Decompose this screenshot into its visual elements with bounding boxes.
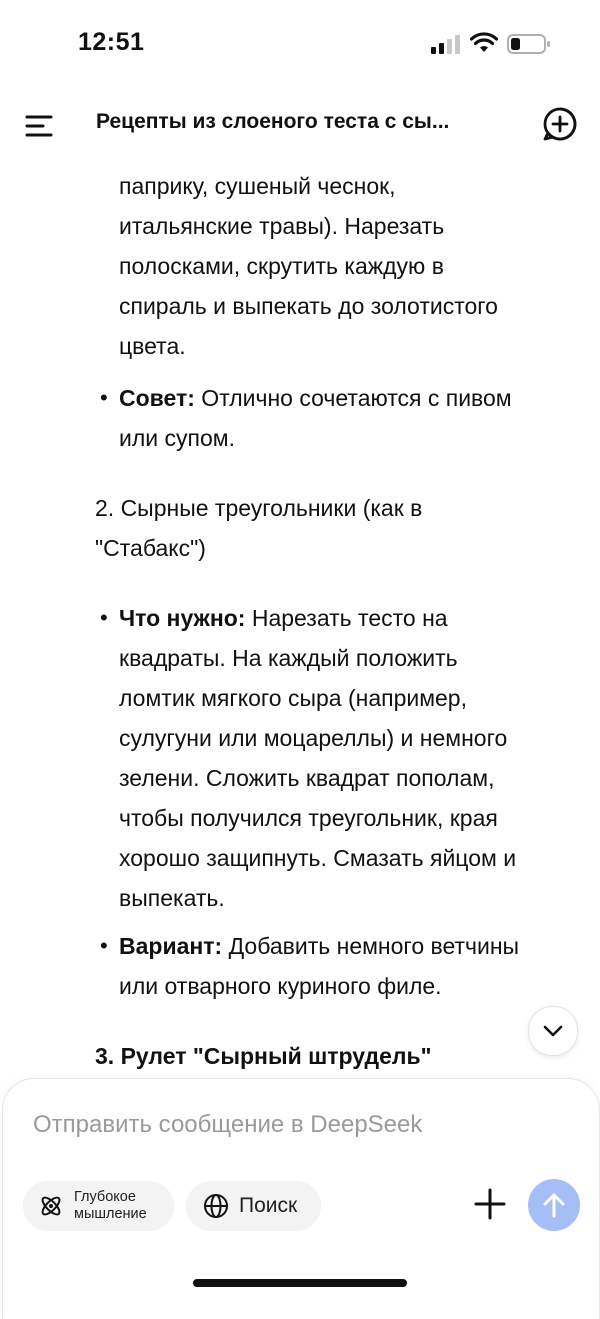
status-time: 12:51 — [78, 28, 145, 56]
cellular-signal-icon — [430, 34, 462, 54]
text-line: паприку, сушеный чеснок, — [119, 173, 396, 199]
scroll-down-button[interactable] — [528, 1006, 578, 1056]
deep-think-label-line1: Глубокое — [74, 1189, 136, 1205]
attach-plus-icon[interactable] — [469, 1183, 511, 1225]
home-indicator[interactable] — [193, 1279, 407, 1287]
need-text: Нарезать тесто на — [245, 605, 448, 631]
text-line: выпекать. — [119, 885, 225, 911]
search-label: Поиск — [239, 1194, 298, 1217]
battery-icon — [507, 33, 551, 55]
chat-title[interactable]: Рецепты из слоеного теста с сы... — [96, 110, 450, 133]
text-line: спираль и выпекать до золотистого — [119, 293, 498, 319]
bullet: • — [100, 933, 108, 958]
recipe-continuation — [119, 166, 579, 366]
text-line: сулугуни или моцареллы) и немного — [119, 725, 508, 751]
new-chat-icon[interactable] — [542, 106, 578, 142]
text-line: полосками, скрутить каждую в — [119, 253, 444, 279]
heading-line: 2. Сырные треугольники (как в — [95, 495, 423, 521]
variant-text-cont: или отварного куриного филе. — [119, 973, 442, 999]
bullet: • — [100, 385, 108, 410]
globe-icon — [203, 1193, 229, 1219]
arrow-up-icon — [541, 1191, 567, 1219]
deep-think-label — [74, 1189, 147, 1223]
text-line: цвета. — [119, 333, 186, 359]
deep-think-label-line2: мышление — [74, 1206, 147, 1222]
menu-icon[interactable] — [22, 112, 56, 140]
variant-text: Добавить немного ветчины — [222, 933, 520, 959]
atom-icon — [38, 1193, 64, 1219]
text-line: зелени. Сложить квадрат пополам, — [119, 765, 495, 791]
bullet: • — [100, 605, 108, 630]
deep-think-toggle[interactable] — [23, 1181, 174, 1231]
status-bar — [0, 0, 600, 90]
text-line: хорошо защипнуть. Смазать яйцом и — [119, 845, 517, 871]
section-heading-2 — [95, 488, 555, 568]
chevron-down-icon — [542, 1024, 564, 1038]
message-input[interactable]: Отправить сообщение в DeepSeek — [33, 1111, 423, 1138]
tip-text: Отлично сочетаются с пивом — [194, 385, 512, 411]
text-line: итальянские травы). Нарезать — [119, 213, 445, 239]
text-line: квадраты. На каждый положить — [119, 645, 458, 671]
heading-line: "Стабакс") — [95, 535, 206, 561]
need-label: Что нужно: — [119, 605, 246, 631]
section-heading-3: 3. Рулет "Сырный штрудель" — [95, 1043, 432, 1069]
variant-label: Вариант: — [119, 933, 223, 959]
tip-label: Совет: — [119, 385, 195, 411]
text-line: чтобы получился треугольник, края — [119, 805, 498, 831]
chat-header — [0, 90, 600, 160]
tip-text-cont: или супом. — [119, 425, 235, 451]
search-toggle[interactable] — [186, 1181, 321, 1231]
send-button[interactable] — [528, 1179, 580, 1231]
wifi-icon — [470, 32, 498, 54]
text-line: ломтик мягкого сыра (например, — [119, 685, 467, 711]
